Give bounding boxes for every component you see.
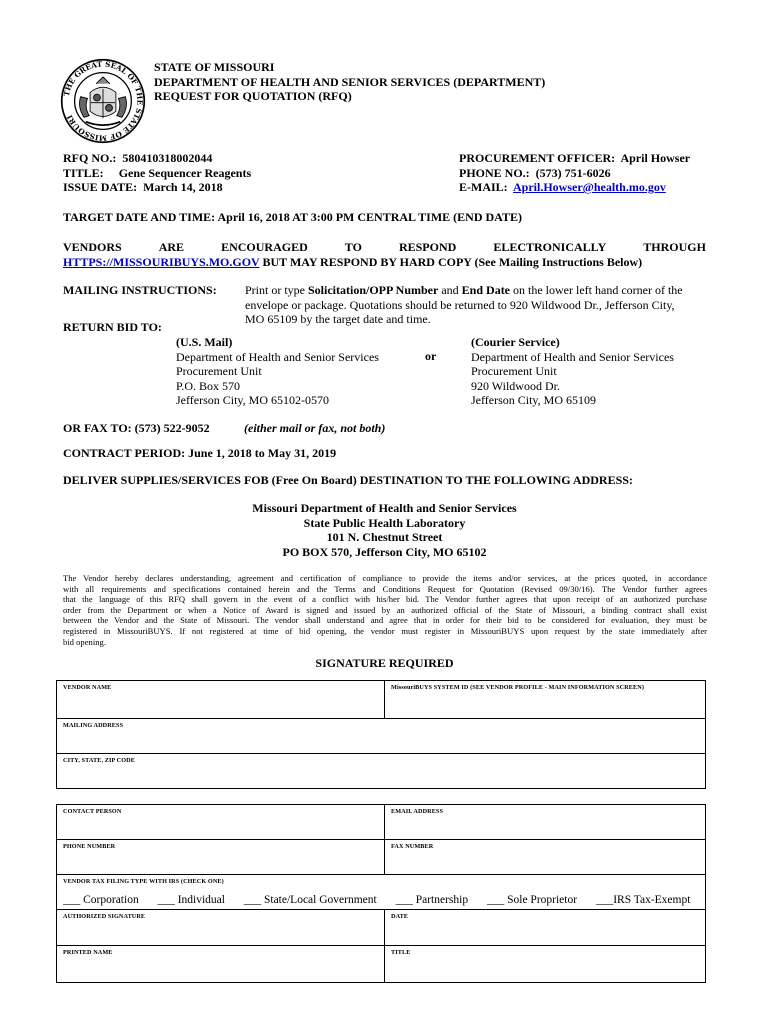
or-separator: or bbox=[425, 349, 437, 363]
mailing-line: envelope or package. Quotations should be returned to 920 Wildwood Dr., Jefferson City, bbox=[245, 297, 675, 312]
address-line: P.O. Box 570 bbox=[176, 378, 241, 393]
delivery-address-line: 101 N. Chestnut Street bbox=[326, 530, 443, 544]
system-id-field[interactable] bbox=[385, 681, 706, 719]
delivery-address-line: PO BOX 570, Jefferson City, MO 65102 bbox=[282, 544, 487, 559]
mailing-bold-end-date: End Date bbox=[461, 283, 511, 297]
vendors-word: RESPOND bbox=[398, 240, 457, 254]
mailing-text: Print or type bbox=[245, 283, 308, 297]
mailing-text: and bbox=[438, 283, 462, 297]
address-line: Procurement Unit bbox=[471, 364, 557, 378]
city-state-zip-label: CITY, STATE, ZIP CODE bbox=[63, 757, 135, 764]
declaration-line: bid opening. bbox=[63, 636, 106, 647]
date-field[interactable] bbox=[385, 910, 706, 946]
fax-note: (either mail or fax, not both) bbox=[244, 421, 386, 435]
officer-label: PROCUREMENT OFFICER: bbox=[459, 151, 616, 165]
tax-filing-options bbox=[63, 893, 700, 907]
email-address-label: EMAIL ADDRESS bbox=[391, 808, 444, 815]
address-line: 920 Wildwood Dr. bbox=[471, 378, 560, 393]
vendor-name-field[interactable] bbox=[57, 681, 385, 719]
return-bid-label: RETURN BID TO: bbox=[63, 320, 162, 334]
mailing-instructions-label: MAILING INSTRUCTIONS: bbox=[63, 283, 217, 297]
declaration-line: with all requirements and specifications contained herein and the Terms and Conditions Request for Quotation (Revised 09/30/16). The Vendor further agrees bbox=[63, 583, 707, 594]
target-date: TARGET DATE AND TIME: April 16, 2018 AT 3:00 PM CENTRAL TIME (END DATE) bbox=[63, 210, 522, 224]
us-mail-heading: (U.S. Mail) bbox=[176, 335, 233, 349]
rfq-no-label: RFQ NO.: bbox=[63, 151, 117, 165]
vendors-word: THROUGH bbox=[643, 240, 706, 254]
missouribuys-link[interactable]: HTTPS://MISSOURIBUYS.MO.GOV bbox=[63, 254, 260, 269]
delivery-address-line: State Public Health Laboratory bbox=[303, 515, 466, 530]
declaration-line: registered in MissouriBUYS. If not registered at time of bid opening, the vendor must register in MissouriBUYS upon request by the state immediately after bbox=[63, 625, 707, 636]
contract-period: CONTRACT PERIOD: June 1, 2018 to May 31, 2019 bbox=[63, 446, 337, 460]
tax-option-partnership[interactable]: ___ Partnership bbox=[395, 894, 469, 906]
declaration-line: order from the Department or when a Notice of Award is signed and issued by an authorized official of the State of Missouri, a binding contract shall exist bbox=[63, 604, 707, 615]
fax-label: OR FAX TO: (573) 522-9052 bbox=[63, 421, 210, 435]
title-label: TITLE bbox=[391, 949, 411, 956]
rfq-no-value: 580410318002044 bbox=[122, 151, 213, 165]
tax-filing-type-field bbox=[57, 875, 706, 910]
issue-date-value: March 14, 2018 bbox=[143, 180, 223, 194]
printed-name-field[interactable] bbox=[57, 946, 385, 983]
authorized-signature-label: AUTHORIZED SIGNATURE bbox=[63, 913, 146, 920]
mailing-bold-opp: Solicitation/OPP Number bbox=[308, 283, 439, 297]
tax-option-sole-proprietor[interactable]: ___ Sole Proprietor bbox=[486, 894, 578, 906]
deliver-instructions: DELIVER SUPPLIES/SERVICES FOB (Free On Board) DESTINATION TO THE FOLLOWING ADDRESS: bbox=[63, 473, 633, 487]
address-line: Procurement Unit bbox=[176, 364, 262, 378]
mailing-instructions-text bbox=[245, 283, 707, 327]
city-state-zip-field[interactable] bbox=[57, 754, 706, 789]
vendor-name-label: VENDOR NAME bbox=[63, 684, 112, 691]
header-department: DEPARTMENT OF HEALTH AND SENIOR SERVICES (DEPARTMENT) bbox=[154, 74, 546, 89]
tax-option-corporation[interactable]: ___ Corporation bbox=[63, 894, 139, 906]
officer-value: April Howser bbox=[620, 151, 691, 165]
authorized-signature-field[interactable] bbox=[57, 910, 385, 946]
header-state: STATE OF MISSOURI bbox=[154, 60, 275, 74]
vendor-info-form bbox=[56, 680, 706, 789]
phone-value: (573) 751-6026 bbox=[535, 165, 611, 180]
vendors-rest: BUT MAY RESPOND BY HARD COPY (See Mailing Instructions Below) bbox=[262, 254, 643, 269]
signature-required-heading: SIGNATURE REQUIRED bbox=[315, 656, 454, 670]
fax-number-field[interactable] bbox=[385, 840, 706, 875]
rfq-info bbox=[63, 151, 251, 195]
address-line: Department of Health and Senior Services bbox=[176, 349, 379, 364]
delivery-address bbox=[63, 501, 706, 559]
address-line: Department of Health and Senior Services bbox=[471, 349, 674, 364]
email-address-field[interactable] bbox=[385, 805, 706, 840]
title-label: TITLE: bbox=[63, 165, 104, 180]
date-label: DATE bbox=[391, 913, 409, 920]
mailing-text: on the lower left hand corner of the bbox=[510, 283, 683, 297]
issue-date-label: ISSUE DATE: bbox=[63, 180, 138, 194]
address-line: Jefferson City, MO 65109 bbox=[471, 393, 596, 407]
tax-option-government[interactable]: ___ State/Local Government bbox=[243, 894, 377, 906]
us-mail-address bbox=[176, 335, 379, 408]
declaration-line: The Vendor hereby declares understanding, agreement and certification of compliance to provide the items and/or services, at the prices quoted, in accordance bbox=[63, 573, 707, 583]
tax-filing-label: VENDOR TAX FILING TYPE WITH IRS (CHECK ONE) bbox=[63, 878, 224, 885]
procurement-officer-info bbox=[459, 151, 690, 195]
declaration-line: between the Vendor and the State of Missouri. The vendor shall understand and agree that in order for their bid to be considered for evaluation, they must be bbox=[63, 615, 707, 626]
seal-text: THE GREAT SEAL OF THE STATE OF MISSOURI bbox=[61, 59, 145, 143]
fax-number-label: FAX NUMBER bbox=[391, 843, 434, 850]
courier-heading: (Courier Service) bbox=[471, 335, 560, 349]
vendors-word: VENDORS bbox=[63, 240, 122, 254]
vendors-word: ELECTRONICALLY bbox=[493, 240, 607, 254]
phone-label: PHONE NO.: bbox=[459, 165, 530, 180]
address-line: Jefferson City, MO 65102-0570 bbox=[176, 393, 329, 407]
vendors-notice bbox=[63, 240, 706, 269]
printed-name-label: PRINTED NAME bbox=[63, 949, 113, 956]
declaration-line: that the language of this RFQ shall govern in the event of a conflict with his/her bid. The Vendor further agrees that upon receipt of an authorized purchase bbox=[63, 594, 707, 605]
mailing-address-label: MAILING ADDRESS bbox=[63, 722, 124, 729]
tax-option-tax-exempt[interactable]: ___IRS Tax-Exempt bbox=[595, 894, 691, 906]
vendors-word: ENCOURAGED bbox=[221, 240, 308, 254]
document-header bbox=[154, 60, 545, 104]
delivery-address-line: Missouri Department of Health and Senior Services bbox=[252, 501, 517, 515]
system-id-label: MissouriBUYS SYSTEM ID (SEE VENDOR PROFILE - MAIN INFORMATION SCREEN) bbox=[391, 684, 644, 691]
officer-email-link[interactable]: April.Howser@health.mo.gov bbox=[513, 180, 666, 194]
tax-option-individual[interactable]: ___ Individual bbox=[157, 894, 225, 906]
contact-info-form bbox=[56, 804, 706, 983]
contact-person-label: CONTACT PERSON bbox=[63, 808, 122, 815]
title-value: Gene Sequencer Reagents bbox=[118, 165, 252, 180]
phone-number-field[interactable] bbox=[57, 840, 385, 875]
phone-number-label: PHONE NUMBER bbox=[63, 843, 116, 850]
title-field[interactable] bbox=[385, 946, 706, 983]
vendor-declaration bbox=[63, 573, 707, 647]
vendors-word: TO bbox=[344, 240, 362, 254]
contact-person-field[interactable] bbox=[57, 805, 385, 840]
vendors-word: ARE bbox=[158, 240, 185, 254]
missouri-state-seal bbox=[60, 58, 146, 144]
header-rfq: REQUEST FOR QUOTATION (RFQ) bbox=[154, 89, 352, 103]
courier-address bbox=[471, 335, 674, 408]
email-label: E-MAIL: bbox=[459, 180, 508, 194]
mailing-address-field[interactable] bbox=[57, 719, 706, 754]
mailing-line: MO 65109 by the target date and time. bbox=[245, 312, 431, 326]
